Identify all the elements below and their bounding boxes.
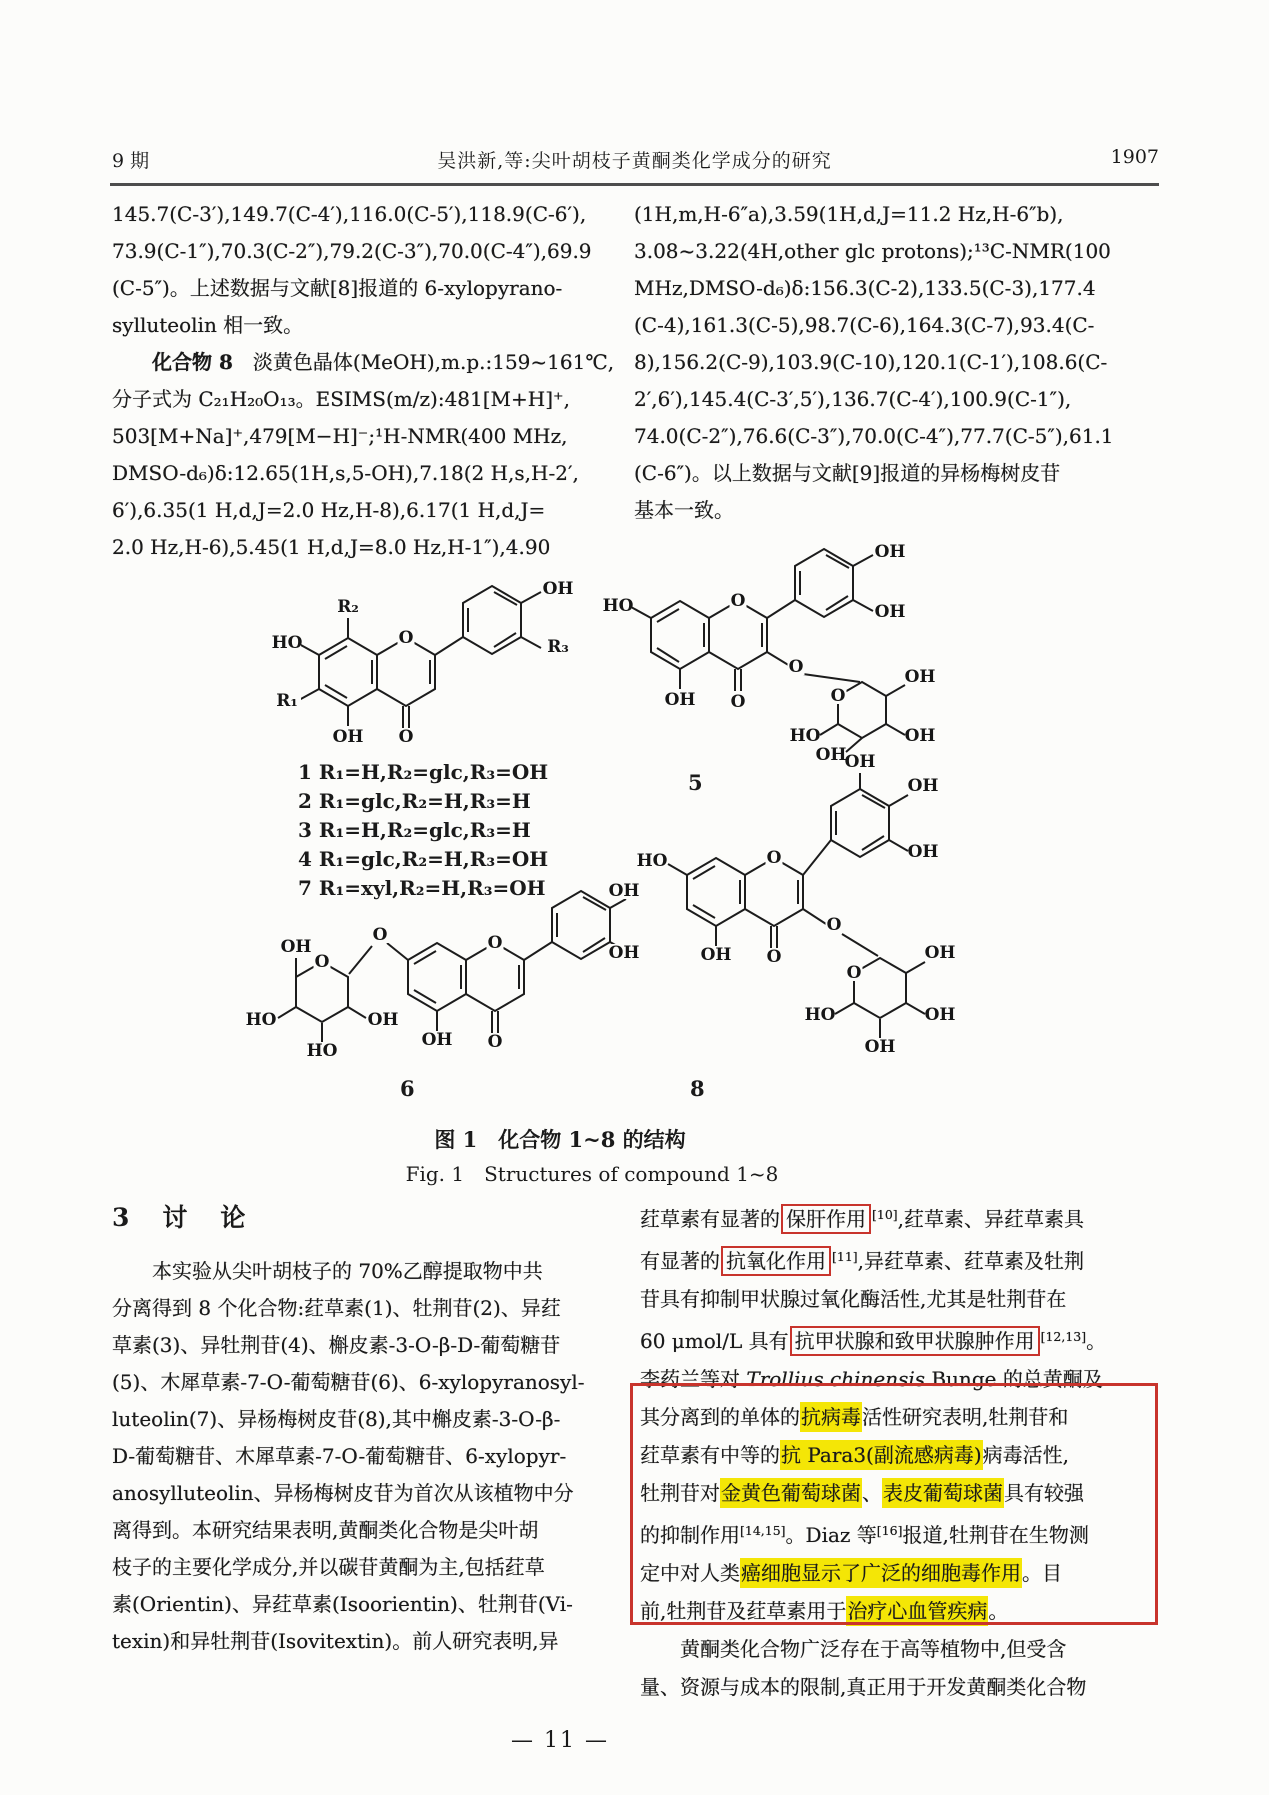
atom-label: OH — [608, 943, 640, 963]
structure-compound-8-drawing — [637, 752, 956, 1057]
text-line: 分离得到 8 个化合物:荭草素(1)、牡荆苷(2)、异荭 — [112, 1296, 561, 1320]
left-column-top-text — [112, 196, 615, 566]
text-line: luteolin(7)、异杨梅树皮苷(8),其中槲皮素-3-O-β- — [112, 1407, 561, 1431]
text-line: 3 R₁=H,R₂=glc,R₃=H — [298, 818, 531, 842]
text-line: (5)、木犀草素-7-O-葡萄糖苷(6)、6-xylopyranosyl- — [112, 1370, 585, 1394]
atom-label: O — [788, 657, 804, 677]
text-line: 本实验从尖叶胡枝子的 70%乙醇提取物中共 — [112, 1259, 543, 1283]
text-line: 7 R₁=xyl,R₂=H,R₃=OH — [298, 876, 546, 900]
atom-label: OH — [924, 943, 956, 963]
red-annotation-box — [630, 1383, 1158, 1625]
atom-label: OH — [907, 842, 939, 862]
text-line: 草素(3)、异牡荆苷(4)、槲皮素-3-O-β-D-葡萄糖苷 — [112, 1333, 561, 1357]
text-line: MHz,DMSO-d₆)δ:156.3(C-2),133.5(C-3),177.4 — [634, 276, 1096, 300]
atom-label: O — [487, 1032, 503, 1052]
atom-label: OH — [874, 602, 906, 622]
section-heading-discussion: 3 讨 论 — [112, 1203, 250, 1232]
text-line: anosylluteolin、异杨梅树皮苷为首次从该植物中分 — [112, 1481, 574, 1505]
atom-label: R₁ — [276, 691, 298, 711]
atom-label: OH — [700, 945, 732, 965]
header-page-number: 1907 — [1110, 146, 1159, 168]
figure-caption-zh: 图 1 化合物 1~8 的结构 — [434, 1127, 686, 1152]
atom-label: HO — [271, 633, 303, 653]
text-line: (C-5″)。上述数据与文献[8]报道的 6-xylopyrano- — [112, 276, 563, 300]
atom-label: O — [830, 686, 846, 706]
compound-5-number: 5 — [688, 770, 703, 795]
structure-compound-8 — [610, 748, 1010, 1108]
atom-label: OH — [280, 937, 312, 957]
atom-label: O — [826, 915, 842, 935]
text-line: 2 R₁=glc,R₂=H,R₃=H — [298, 789, 531, 813]
text-line: DMSO-d₆)δ:12.65(1H,s,5-OH),7.18(2 H,s,H-2′, — [112, 461, 579, 485]
text-line: 的抑制作用[14,15]。Diaz 等[16]报道,牡荆苷在生物测 — [640, 1523, 1089, 1547]
atom-label: OH — [421, 1030, 453, 1050]
atom-label: O — [846, 963, 862, 983]
text-line: 枝子的主要化学成分,并以碳苷黄酮为主,包括荭草 — [112, 1555, 545, 1579]
text-line: (C-4),161.3(C-5),98.7(C-6),164.3(C-7),93.4(C- — [634, 313, 1095, 337]
atom-label: OH — [332, 727, 364, 747]
atom-label: OH — [907, 776, 939, 796]
atom-label: OH — [367, 1010, 399, 1030]
structure-compound-6-drawing — [246, 881, 640, 1061]
text-line: texin)和异牡荆苷(Isovitextin)。前人研究表明,异 — [112, 1629, 559, 1653]
atom-label: HO — [789, 726, 821, 746]
atom-label: OH — [904, 726, 936, 746]
text-line: 荭草素有显著的 保肝作用 [10],荭草素、异荭草素具 — [640, 1196, 1170, 1238]
atom-label: OH — [844, 752, 876, 772]
atom-label: O — [730, 591, 746, 611]
atom-label: HO — [306, 1041, 338, 1061]
text-line: 李药兰等对 Trollius chinensis Bunge 的总黄酮及 — [640, 1367, 1103, 1391]
atom-label: O — [766, 848, 782, 868]
atom-label: OH — [542, 579, 574, 599]
text-line: 其分离到的单体的抗病毒活性研究表明,牡荆苷和 — [640, 1398, 1170, 1436]
atom-label: O — [398, 628, 414, 648]
structure-generic-flavone — [268, 572, 578, 762]
text-line: sylluteolin 相一致。 — [112, 313, 304, 337]
text-line: 1 R₁=H,R₂=glc,R₃=OH — [298, 760, 549, 784]
text-line: 6′),6.35(1 H,d,J=2.0 Hz,H-8),6.17(1 H,d,J= — [112, 498, 546, 522]
text-line: 分子式为 C₂₁H₂₀O₁₃。ESIMS(m/z):481[M+H]⁺, — [112, 387, 570, 411]
atom-label: R₂ — [337, 597, 359, 617]
text-line: 素(Orientin)、异荭草素(Isoorientin)、牡荆苷(Vi- — [112, 1592, 573, 1616]
text-line: 前,牡荆苷及荭草素用于治疗心血管疾病。 — [640, 1592, 1170, 1630]
text-line: 有显著的 抗氧化作用 [11],异荭草素、荭草素及牡荆 — [640, 1238, 1170, 1280]
atom-label: OH — [924, 1005, 956, 1025]
header-rule — [110, 183, 1159, 186]
text-line: 503[M+Na]⁺,479[M−H]⁻;¹H-NMR(400 MHz, — [112, 424, 568, 448]
text-line: 定中对人类癌细胞显示了广泛的细胞毒作用。目 — [640, 1554, 1170, 1592]
text-line: 145.7(C-3′),149.7(C-4′),116.0(C-5′),118.9(C-6′), — [112, 202, 587, 226]
atom-label: O — [766, 947, 782, 967]
atom-label: O — [730, 692, 746, 712]
atom-label: O — [314, 952, 330, 972]
text-line: 60 μmol/L 具有 抗甲状腺和致甲状腺肿作用 [12,13]。 — [640, 1318, 1170, 1360]
atom-label: HO — [245, 1010, 277, 1030]
text-line: 基本一致。 — [634, 498, 734, 522]
atom-label: OH — [864, 1037, 896, 1057]
text-line: 4 R₁=glc,R₂=H,R₃=OH — [298, 847, 549, 871]
atom-label: OH — [815, 745, 847, 765]
structure-compound-5-drawing — [603, 542, 936, 765]
text-line: 3.08~3.22(4H,other glc protons);¹³C-NMR(100 — [634, 239, 1111, 263]
text-line: 荭草素有中等的抗 Para3(副流感病毒)病毒活性, — [640, 1436, 1170, 1474]
footer-page-number: — 11 — — [511, 1728, 609, 1753]
header-issue: 9 期 — [112, 150, 150, 172]
atom-label: O — [487, 933, 503, 953]
discussion-left-column — [112, 1253, 585, 1660]
text-line: 牡荆苷对金黄色葡萄球菌、表皮葡萄球菌具有较强 — [640, 1474, 1170, 1512]
atom-label: HO — [636, 851, 668, 871]
atom-label: O — [398, 727, 414, 747]
text-line: D-葡萄糖苷、木犀草素-7-O-葡萄糖苷、6-xylopyr- — [112, 1444, 567, 1468]
atom-label: OH — [904, 667, 936, 687]
atom-label: O — [372, 925, 388, 945]
header-running-title: 吴洪新,等:尖叶胡枝子黄酮类化学成分的研究 — [437, 150, 832, 172]
text-line: (1H,m,H-6″a),3.59(1H,d,J=11.2 Hz,H-6″b), — [634, 202, 1064, 226]
compound-substituent-list — [298, 758, 548, 903]
atom-label: OH — [664, 690, 696, 710]
structure-compound-6 — [222, 872, 642, 1107]
structure-generic-drawing — [272, 579, 574, 747]
right-column-top-text — [634, 196, 1154, 529]
text-line: (C-6″)。以上数据与文献[9]报道的异杨梅树皮苷 — [634, 461, 1061, 485]
compound-6-number: 6 — [400, 1076, 415, 1101]
text-line: 8),156.2(C-9),103.9(C-10),120.1(C-1′),108.6(C- — [634, 350, 1108, 374]
text-line: 74.0(C-2″),76.6(C-3″),70.0(C-4″),77.7(C-5″),61.1 — [634, 424, 1114, 448]
text-line: 苷具有抑制甲状腺过氧化酶活性,尤其是牡荆苷在 — [640, 1287, 1067, 1311]
text-line: 化合物 8 淡黄色晶体(MeOH),m.p.:159~161℃, — [152, 350, 615, 374]
text-line: 2′,6′),145.4(C-3′,5′),136.7(C-4′),100.9(C-1″), — [634, 387, 1072, 411]
atom-label: OH — [608, 881, 640, 901]
text-line: 离得到。本研究结果表明,黄酮类化合物是尖叶胡 — [112, 1518, 539, 1542]
text-line: 2.0 Hz,H-6),5.45(1 H,d,J=8.0 Hz,H-1″),4.90 — [112, 535, 551, 559]
text-line: 73.9(C-1″),70.3(C-2″),79.2(C-3″),70.0(C-4″),69.9 — [112, 239, 592, 263]
atom-label: OH — [874, 542, 906, 562]
text-line: 量、资源与成本的限制,真正用于开发黄酮类化合物 — [640, 1675, 1087, 1699]
figure-caption-en: Fig. 1 Structures of compound 1~8 — [405, 1162, 779, 1186]
atom-label: HO — [602, 596, 634, 616]
compound-8-number: 8 — [690, 1076, 705, 1101]
text-line: 黄酮类化合物广泛存在于高等植物中,但受含 — [640, 1637, 1067, 1661]
atom-label: R₃ — [547, 637, 569, 657]
atom-label: HO — [804, 1005, 836, 1025]
